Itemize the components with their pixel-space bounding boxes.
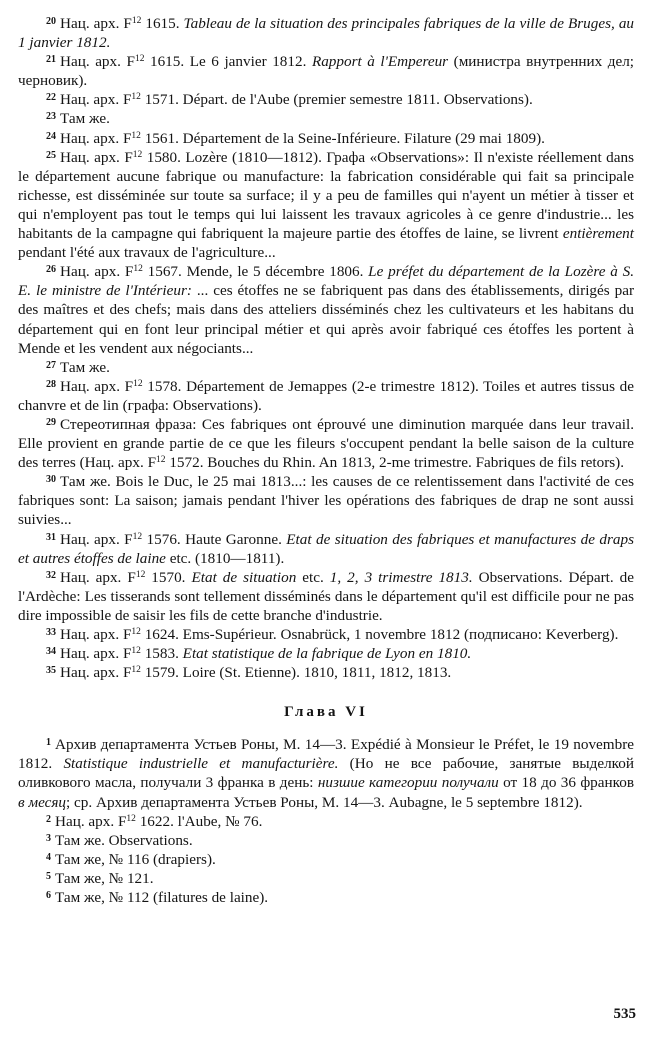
footnote-text: 1571. Départ. de l'Aube (premier semestre 1811. Observations). (140, 91, 533, 109)
footnote-6 (18, 888, 634, 907)
footnote-25 (18, 148, 634, 263)
italic-text: 1, 2, 3 trimestre 1813. (329, 568, 473, 586)
italic-text: низшие категории получали (317, 774, 499, 792)
archive-fond-superscript: 12 (131, 627, 141, 637)
footnote-30 (18, 472, 634, 529)
italic-text: entièrement (562, 225, 634, 243)
footnote-number: 31 (46, 531, 56, 543)
archive-fond-superscript: 12 (126, 813, 136, 824)
footnote-number: 21 (46, 54, 56, 66)
footnote-text: Там же. Observations. (55, 831, 193, 849)
archive-fond-superscript: 12 (133, 378, 143, 389)
archive-fond-superscript: 12 (132, 149, 143, 160)
footnote-29 (18, 415, 634, 472)
archive-fond-superscript: 12 (135, 569, 146, 580)
archive-fond-superscript: 12 (131, 16, 142, 26)
footnotes-section-2 (18, 735, 634, 907)
footnote-31 (18, 530, 634, 568)
footnote-text: 1615. (141, 15, 184, 32)
footnote-text: 1580. Lozère (1810—1812). Графа «Observations»: Il n'existe réellement dans le département aucune fabrique ou manufacture: la fabrication considérable qui fait sa principale richesse, est disséminée sur toute sa surface; il y a peu de familles qui n'ayent un métier à tisser et qui n'employent pas tout le temps qui lui laissent les travaux agricoles à ce genre d'industrie... les habitants de la campagne qui fabriquent la majeure partie des étoffes de laine, se livrent (18, 148, 634, 243)
footnote-text: Нац. арх. F (60, 568, 136, 586)
footnote-33 (18, 625, 634, 644)
footnote-number: 32 (46, 569, 56, 581)
footnote-text: Нац. арх. F (60, 530, 133, 548)
footnotes-section-1 (18, 14, 634, 682)
footnote-number: 1 (46, 737, 51, 749)
archive-fond-superscript: 12 (131, 92, 141, 103)
footnote-text: Архив департамента Устьев Роны, М. 14—3. Expédié à Monsieur le Préfet, le 19 novembre 1812. (18, 736, 634, 773)
footnotes-block (18, 14, 634, 907)
footnote-text: Нац. арх. F (60, 645, 132, 663)
footnote-text: Там же. (60, 110, 110, 128)
footnote-number: 2 (46, 813, 51, 825)
footnote-text: 1579. Loire (St. Etienne). 1810, 1811, 1812, 1813. (140, 664, 452, 682)
footnote-number: 28 (46, 378, 56, 390)
footnote-text: 1567. Mende, le 5 décembre 1806. (142, 263, 369, 281)
footnote-4 (18, 850, 634, 869)
footnote-34 (18, 644, 634, 663)
footnote-number: 29 (46, 416, 56, 428)
italic-text: Le préfet du département de la Lozère à S. E. le ministre de l'Intérieur: (18, 263, 634, 300)
footnote-text: Нац. арх. F (60, 91, 132, 109)
footnote-number: 20 (46, 16, 56, 27)
footnote-text: 1622. l'Aube, № 76. (135, 812, 263, 830)
footnote-number: 26 (46, 264, 56, 276)
footnote-text: (министра внутренних дел; черновик). (18, 53, 635, 90)
footnote-number: 23 (46, 111, 56, 123)
footnote-text: pendant l'été aux travaux de l'agriculture... (18, 244, 276, 262)
footnote-text: 1570. (145, 568, 192, 586)
archive-fond-superscript: 12 (131, 646, 141, 657)
footnote-text: 1576. Haute Garonne. (142, 530, 287, 548)
italic-text: Etat de situation (191, 568, 297, 586)
footnote-text: 1615. Le 6 janvier 1812. (144, 53, 312, 71)
footnote-text: Нац. арх. F (60, 263, 134, 281)
footnote-text: Нац. арх. F (60, 53, 135, 71)
archive-fond-superscript: 12 (131, 665, 141, 676)
footnote-number: 25 (46, 149, 56, 161)
italic-text: в месяц (18, 793, 67, 811)
archive-fond-superscript: 12 (133, 264, 143, 275)
footnote-text: 1624. Ems-Supérieur. Osnabrück, 1 novembre 1812 (подписано: Keverberg). (140, 626, 619, 643)
footnote-text: Нац. арх. F (60, 664, 132, 682)
footnote-text: 1561. Département de la Seine-Inférieure. Filature (29 mai 1809). (140, 129, 545, 147)
footnote-22 (18, 90, 634, 109)
footnote-2 (18, 812, 634, 831)
footnote-27 (18, 358, 634, 377)
italic-text: Rapport à l'Empereur (311, 53, 449, 71)
footnote-text: etc. (1810—1811). (165, 549, 285, 567)
footnote-text: Там же, № 121. (55, 869, 154, 887)
footnote-text: Там же. Bois le Duc, le 25 mai 1813...: les causes de ce relentissement dans l'activité de ces fabriques sont: La saison; jamais pendant l'hiver les opérations des fabriques de drap ne sont aussi suivies... (18, 473, 634, 529)
footnote-number: 35 (46, 665, 56, 677)
italic-text: Etat de situation des fabriques et manufactures de draps et autres étoffes de laine (18, 530, 634, 567)
footnote-text: 1583. (140, 645, 183, 663)
footnote-26 (18, 262, 634, 357)
archive-fond-superscript: 12 (156, 455, 166, 466)
footnote-text: Нац. арх. F (60, 626, 132, 643)
footnote-text: от 18 до 36 франков (498, 774, 634, 792)
page-number: 535 (613, 1006, 636, 1022)
footnote-number: 34 (46, 646, 56, 658)
footnote-number: 4 (46, 851, 51, 863)
footnote-text: (Но не все рабочие, занятые выделкой оливкового масла, получали 3 франка в день: (18, 755, 635, 792)
footnote-number: 6 (46, 890, 51, 902)
footnote-28 (18, 377, 634, 415)
footnote-number: 3 (46, 832, 51, 844)
chapter-heading: Глава VI (284, 704, 368, 721)
footnote-20 (18, 14, 634, 52)
italic-text: Etat statistique de la fabrique de Lyon en 1810. (182, 645, 472, 663)
footnote-text: Нац. арх. F (55, 812, 127, 830)
footnote-number: 5 (46, 870, 51, 882)
footnote-text: etc. (296, 568, 330, 586)
footnote-text: Там же. (60, 358, 110, 376)
footnote-text: 1572. Bouches du Rhin. An 1813, 2-me trimestre. Fabriques de fils retors). (165, 454, 625, 472)
footnote-text: Нац. арх. F (60, 148, 133, 166)
footnote-text: ... ces étoffes ne se fabriquent pas dans des établissements, dirigés par des maîtres et des chefs; mais dans des atteliers disséminés chez les cultivateurs et les habitans du département qui en font leur principal métier et qui après avoir fabriqué ces étoffes les portent à Mende et les vendent aux négociants... (18, 282, 635, 357)
footnote-text: Observations. Départ. de l'Ardèche: Les tisserands sont tellement disséminés dans le département qu'il est difficile pour ne pas dire impossible de saisir les fils de cette branche d'industrie. (18, 568, 635, 624)
footnote-text: 1578. Département de Jemappes (2-e trimestre 1812). Toiles et autres tissus de chanvre et de lin (графа: Observations). (18, 377, 634, 414)
footnote-number: 24 (46, 130, 56, 142)
footnote-number: 30 (46, 474, 56, 486)
footnote-text: Там же, № 112 (filatures de laine). (55, 889, 269, 907)
archive-fond-superscript: 12 (134, 54, 145, 65)
footnote-number: 22 (46, 92, 56, 104)
footnote-text: Нац. арх. F (60, 377, 134, 395)
footnote-21 (18, 52, 634, 90)
footnote-3 (18, 831, 634, 850)
footnote-text: ; ср. Архив департамента Устьев Роны, М. 14—3. Aubagne, le 5 septembre 1812). (66, 793, 583, 811)
footnote-24 (18, 129, 634, 148)
footnote-text: Там же, № 116 (drapiers). (55, 850, 216, 868)
footnote-23 (18, 109, 634, 128)
footnote-35 (18, 663, 634, 682)
italic-text: Statistique industrielle et manufacturière. (63, 755, 339, 773)
footnote-5 (18, 869, 634, 888)
footnote-text: Нац. арх. F (60, 129, 132, 147)
footnote-number: 33 (46, 627, 56, 638)
footnote-32 (18, 568, 634, 625)
footnote-text: Нац. арх. F (60, 15, 132, 32)
archive-fond-superscript: 12 (131, 130, 141, 141)
archive-fond-superscript: 12 (132, 531, 143, 542)
italic-text: Tableau de la situation des principales fabriques de la ville de Bruges, au 1 janvier 1812. (18, 15, 635, 52)
footnote-1 (18, 735, 634, 811)
footnote-number: 27 (46, 359, 56, 371)
footnote-text: Стереотипная фраза: Ces fabriques ont éprouvé une diminution marquée dans leur travail. Elle provient en grande partie de ce que les fileurs s'occupent pendant la belle saison de la culture des terres (Нац. арх. F (18, 415, 634, 472)
